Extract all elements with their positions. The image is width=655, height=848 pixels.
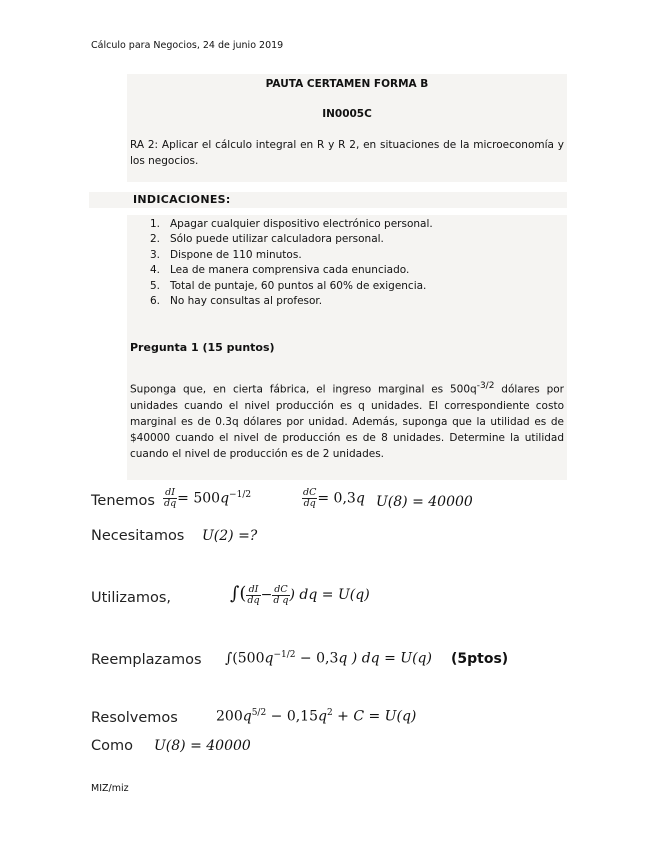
marginal-revenue-eq: $\frac{dI}{dq}$ = $500q^{-1/2}$ (164, 487, 252, 509)
learning-outcome: RA 2: Aplicar el cálculo integral en R y R 2, en situaciones de la microeconomía y los negocios. (130, 139, 564, 167)
page-header: Cálculo para Negocios, 24 de junio 2019 (91, 40, 284, 51)
antiderivative-eq: $200q^{5/2} - 0,15q^2 + C = U(q)$ (216, 708, 417, 725)
utilizamos-label: Utilizamos, (91, 590, 172, 606)
resolvemos-label: Resolvemos (91, 710, 178, 726)
course-code: IN0005C (322, 108, 372, 120)
intro-box (127, 74, 567, 182)
list-item: 1. Apagar cualquier dispositivo electrónico personal. (150, 218, 433, 230)
necesitamos-label: Necesitamos (91, 528, 185, 544)
list-item: 3. Dispone de 110 minutos. (150, 248, 302, 261)
como-label: Como (91, 738, 133, 754)
target-eq: U(2) =? (202, 528, 258, 544)
instructions-list (150, 217, 433, 309)
como-eq: U(8) = 40000 (154, 738, 251, 754)
list-item: 2. Sólo puede utilizar calculadora personal. (150, 233, 384, 246)
tenemos-label: Tenemos (91, 493, 155, 509)
list-item: 4. Lea de manera comprensiva cada enunciado. (150, 264, 410, 277)
instructions-title: INDICACIONES: (133, 193, 231, 206)
integral-formula: ∫( $\frac{dI}{dq}$ − $\frac{dC}{\text{d q}}$ ) dq = U(q) (230, 583, 370, 606)
list-item: 6. No hay consultas al profesor. (150, 294, 323, 307)
list-item: 5. Total de puntaje, 60 puntos al 60% de exigencia. (150, 279, 427, 292)
exam-title: PAUTA CERTAMEN FORMA B (265, 78, 429, 90)
marginal-cost-eq: $\frac{dC}{dq}$ = 0,3q (303, 487, 365, 509)
reemplazamos-label: Reemplazamos (91, 652, 202, 668)
page-footer: MIZ/miz (91, 783, 129, 794)
question-text: Suponga que, en cierta fábrica, el ingreso marginal es $500q^{-3/2}$ dólares por unidades cuando el nivel producción es q unidades. El correspondiente costo marginal es de 0.3q dólares por unidad. Además, suponga que la utilidad es de $40000 cuando el nivel de producción es de 8 unidades. Determine la utilidad cuando el nivel de producción es de 2 unidades. (130, 381, 564, 460)
utility-condition: U(8) = 40000 (376, 494, 473, 510)
question-title: Pregunta 1 (15 puntos) (130, 341, 275, 354)
points-label: (5ptos) (451, 651, 509, 667)
substituted-integral: $\int(500q^{-1/2} - 0,3q$ ) dq = U(q) (225, 650, 432, 667)
